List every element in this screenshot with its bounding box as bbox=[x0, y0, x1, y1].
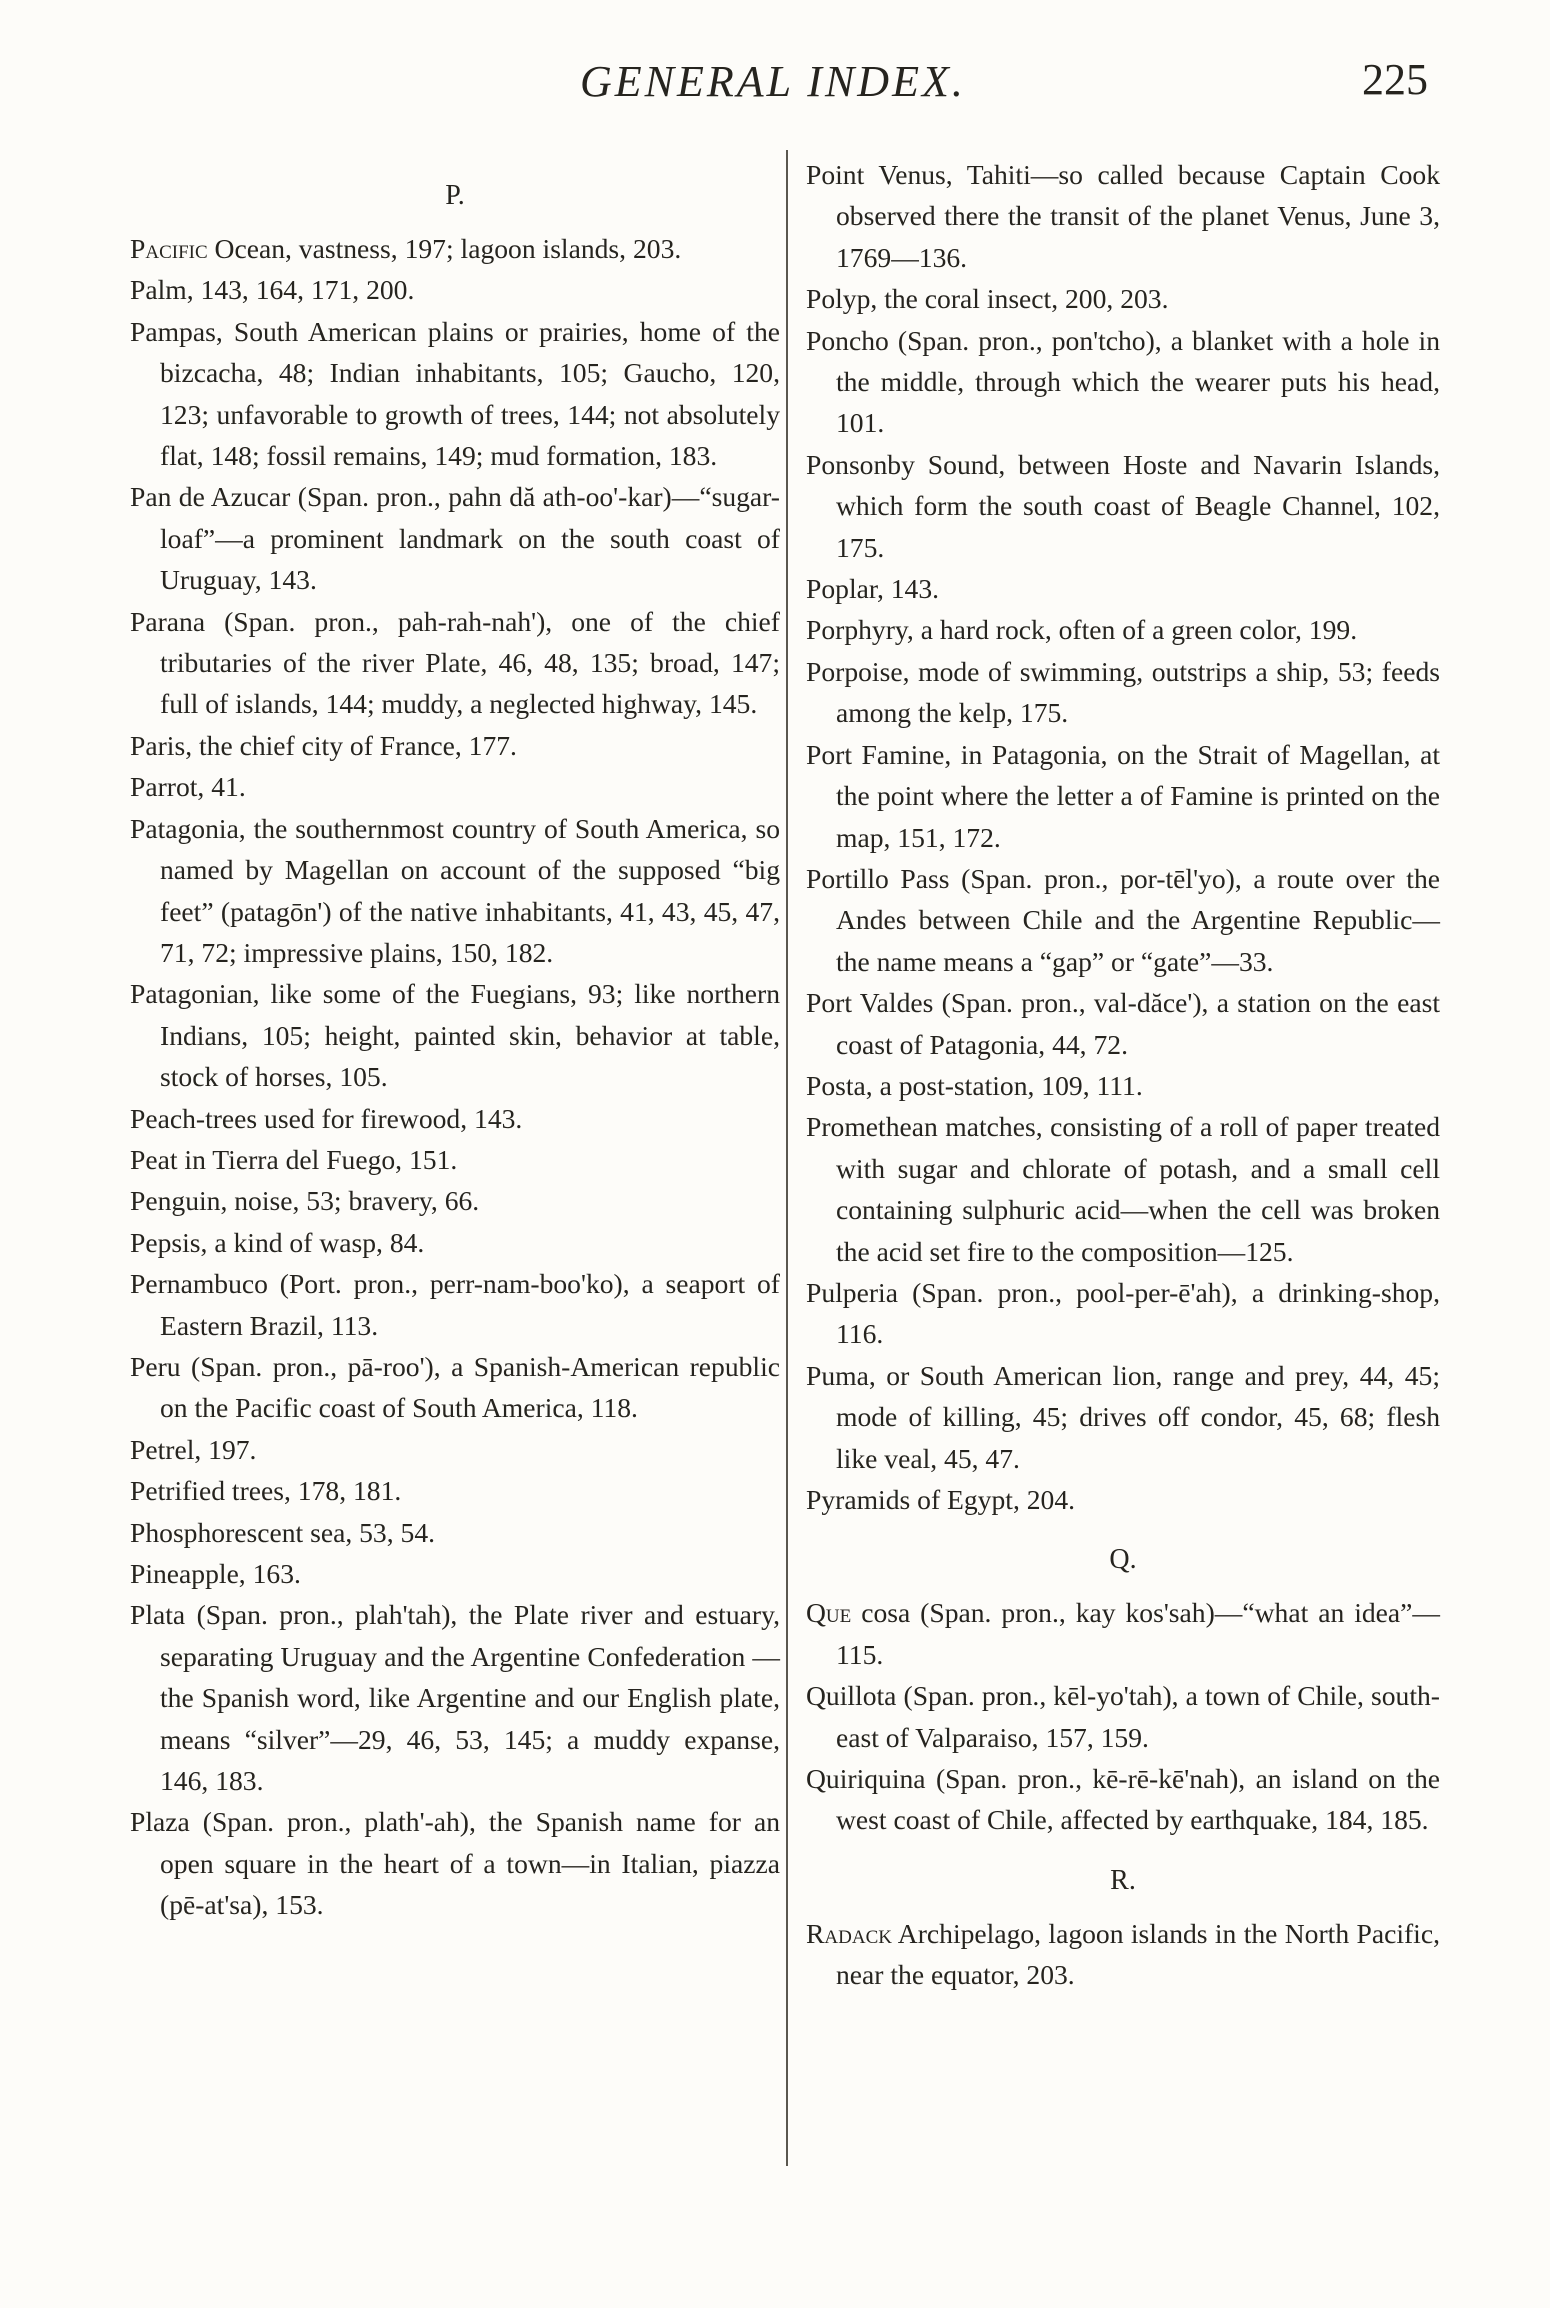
index-entry bbox=[130, 1180, 780, 1221]
entry-text: Pineapple, 163. bbox=[130, 1558, 301, 1589]
index-entry bbox=[130, 1139, 780, 1180]
entry-text: Patagonia, the southernmost country of South America, so named by Magellan on account of the supposed “big feet” (patagōn') of the native inhabitants, 41, 43, 45, 47, 71, 72; impressive plains, 150, 182. bbox=[130, 812, 780, 968]
entry-text: Patagonian, like some of the Fuegians, 93; like northern Indians, 105; height, painted skin, behavior at table, stock of horses, 105. bbox=[130, 978, 780, 1093]
index-entry bbox=[130, 766, 780, 807]
entry-text: Quillota (Span. pron., kēl-yo'tah), a town of Chile, south-east of Valparaiso, 157, 159. bbox=[806, 1680, 1440, 1753]
index-entry bbox=[806, 1272, 1440, 1355]
index-entry bbox=[806, 278, 1440, 319]
index-entry bbox=[806, 1355, 1440, 1479]
index-entry bbox=[806, 609, 1440, 650]
entry-text: Point Venus, Tahiti—so called because Captain Cook observed there the transit of the planet Venus, June 3, 1769—136. bbox=[806, 159, 1440, 273]
page-header bbox=[0, 48, 1550, 108]
index-entry bbox=[806, 651, 1440, 734]
index-entry bbox=[130, 1801, 780, 1925]
index-entry bbox=[130, 1553, 780, 1594]
entry-text: Polyp, the coral insect, 200, 203. bbox=[806, 283, 1169, 315]
right-column bbox=[806, 154, 1440, 1996]
index-entry bbox=[806, 320, 1440, 444]
entry-text: Posta, a post-station, 109, 111. bbox=[806, 1069, 1143, 1101]
entry-head: Que bbox=[806, 1597, 852, 1629]
index-entry bbox=[806, 154, 1440, 278]
index-entry bbox=[130, 1470, 780, 1511]
entry-text: Porpoise, mode of swimming, outstrips a ship, 53; feeds among the kelp, 175. bbox=[806, 655, 1440, 729]
section-letter-p: P. bbox=[445, 180, 465, 211]
index-entry bbox=[806, 1592, 1440, 1675]
entry-text: cosa (Span. pron., kay kos'sah)—“what an idea”—115. bbox=[836, 1597, 1440, 1670]
index-entry bbox=[130, 808, 780, 974]
column-divider bbox=[786, 150, 788, 2166]
entry-text: Porphyry, a hard rock, often of a green color, 199. bbox=[806, 614, 1358, 646]
index-entry bbox=[806, 982, 1440, 1065]
entry-text: Pepsis, a kind of wasp, 84. bbox=[130, 1226, 425, 1258]
entry-text: Phosphorescent sea, 53, 54. bbox=[130, 1516, 436, 1548]
entry-text: Poncho (Span. pron., pon'tcho), a blanket with a hole in the middle, through which the wearer puts his head, 101. bbox=[806, 324, 1440, 439]
index-entry bbox=[130, 1222, 780, 1263]
index-entry bbox=[806, 1065, 1440, 1106]
left-entries bbox=[130, 228, 780, 1926]
entry-text: Pampas, South American plains or prairies, home of the bizcacha, 48; Indian inhabitants, 105; Gaucho, 120, 123; unfavorable to growth of trees, 144; not absolutely flat, 148; fossil remains, 149; mud formation, 183. bbox=[130, 315, 780, 472]
index-entry bbox=[130, 601, 780, 725]
index-entry bbox=[130, 1346, 780, 1429]
index-entry bbox=[806, 734, 1440, 858]
entry-text: Poplar, 143. bbox=[806, 573, 940, 605]
entry-text: Ponsonby Sound, between Hoste and Navarin Islands, which form the south coast of Beagle Channel, 102, 175. bbox=[806, 448, 1440, 563]
entry-text: Portillo Pass (Span. pron., por-tēl'yo), a route over the Andes between Chile and the Argentine Republic—the name means a “gap” or “gate”—33. bbox=[806, 862, 1440, 977]
entry-text: Quiriquina (Span. pron., kē-rē-kē'nah), an island on the west coast of Chile, affected by earthquake, 184, 185. bbox=[806, 1763, 1440, 1836]
entry-text: Puma, or South American lion, range and prey, 44, 45; mode of killing, 45; drives off condor, 45, 68; flesh like veal, 45, 47. bbox=[806, 1359, 1440, 1474]
index-entry bbox=[806, 1106, 1440, 1272]
entry-text: Promethean matches, consisting of a roll of paper treated with sugar and chlorate of potash, and a small cell containing sulphuric acid—when the cell was broken the acid set fire to the composition—125. bbox=[806, 1111, 1440, 1267]
index-entry bbox=[130, 1429, 780, 1470]
entry-text: Port Famine, in Patagonia, on the Strait of Magellan, at the point where the letter a of Famine is printed on the map, 151, 172. bbox=[806, 738, 1440, 853]
entry-text: Paris, the chief city of France, 177. bbox=[130, 729, 517, 761]
entry-text: Petrified trees, 178, 181. bbox=[130, 1475, 402, 1507]
entry-text: Pulperia (Span. pron., pool-per-ē'ah), a drinking-shop, 116. bbox=[806, 1276, 1440, 1350]
index-entry bbox=[806, 1675, 1440, 1758]
entry-text: Plaza (Span. pron., plath'-ah), the Spanish name for an open square in the heart of a town—in Italian, piazza (pē-at'sa), 153. bbox=[130, 1806, 780, 1921]
entry-text: Parana (Span. pron., pah-rah-nah'), one of the chief tributaries of the river Plate, 46, 48, 135; broad, 147; full of islands, 144; muddy, a neglected highway, 145. bbox=[130, 605, 780, 720]
index-entry bbox=[130, 1098, 780, 1139]
index-entry bbox=[806, 1479, 1440, 1520]
index-entry bbox=[806, 1758, 1440, 1841]
entry-head: Pacific bbox=[130, 233, 208, 264]
page-number: 225 bbox=[1362, 55, 1428, 104]
entry-text: Port Valdes (Span. pron., val-dăce'), a station on the east coast of Patagonia, 44, 72. bbox=[806, 987, 1440, 1060]
index-entry bbox=[130, 269, 780, 310]
index-entry bbox=[130, 973, 780, 1097]
entry-text: Pyramids of Egypt, 204. bbox=[806, 1484, 1076, 1515]
section-letter-r: R. bbox=[1110, 1864, 1136, 1896]
entry-text: Parrot, 41. bbox=[130, 771, 246, 803]
right-entries-r bbox=[806, 1913, 1440, 1996]
entry-text: Ocean, vastness, 197; lagoon islands, 203. bbox=[207, 233, 682, 264]
index-entry bbox=[130, 1594, 780, 1801]
running-title: GENERAL INDEX. bbox=[580, 57, 966, 106]
entry-text: Peru (Span. pron., pā-roo'), a Spanish-American republic on the Pacific coast of South America, 118. bbox=[130, 1350, 780, 1424]
entry-text: Peach-trees used for firewood, 143. bbox=[130, 1102, 523, 1134]
right-entries-q bbox=[806, 1592, 1440, 1840]
index-entry bbox=[806, 568, 1440, 609]
section-letter-q: Q. bbox=[1109, 1544, 1137, 1576]
left-column bbox=[130, 174, 780, 1926]
index-entry bbox=[130, 1512, 780, 1553]
entry-text: Peat in Tierra del Fuego, 151. bbox=[130, 1143, 458, 1175]
index-entry bbox=[130, 311, 780, 477]
entry-text: Pan de Azucar (Span. pron., pahn dă ath-oo'-kar)—“sugar-loaf”—a prominent landmark on the south coast of Uruguay, 143. bbox=[130, 481, 780, 596]
entry-text: Pernambuco (Port. pron., perr-nam-boo'ko), a seaport of Eastern Brazil, 113. bbox=[130, 1268, 780, 1341]
entry-text: Palm, 143, 164, 171, 200. bbox=[130, 274, 415, 306]
index-entry bbox=[806, 858, 1440, 982]
entry-text: Plata (Span. pron., plah'tah), the Plate river and estuary, separating Uruguay and the Argentine Confederation — the Spanish word, like Argentine and our English plate, means “silver”—29, 46, 53, 145; a muddy expanse, 146, 183. bbox=[130, 1599, 780, 1797]
index-entry bbox=[130, 1263, 780, 1346]
right-entries-p bbox=[806, 154, 1440, 1520]
entry-text: Penguin, noise, 53; bravery, 66. bbox=[130, 1185, 480, 1217]
entry-head: Radack bbox=[806, 1917, 892, 1949]
index-entry bbox=[130, 476, 780, 600]
index-entry bbox=[130, 228, 780, 269]
entry-text: Petrel, 197. bbox=[130, 1433, 257, 1465]
index-entry bbox=[806, 444, 1440, 568]
index-entry bbox=[130, 725, 780, 766]
index-entry bbox=[806, 1913, 1440, 1996]
entry-text: Archipelago, lagoon islands in the North Pacific, near the equator, 203. bbox=[836, 1917, 1440, 1991]
